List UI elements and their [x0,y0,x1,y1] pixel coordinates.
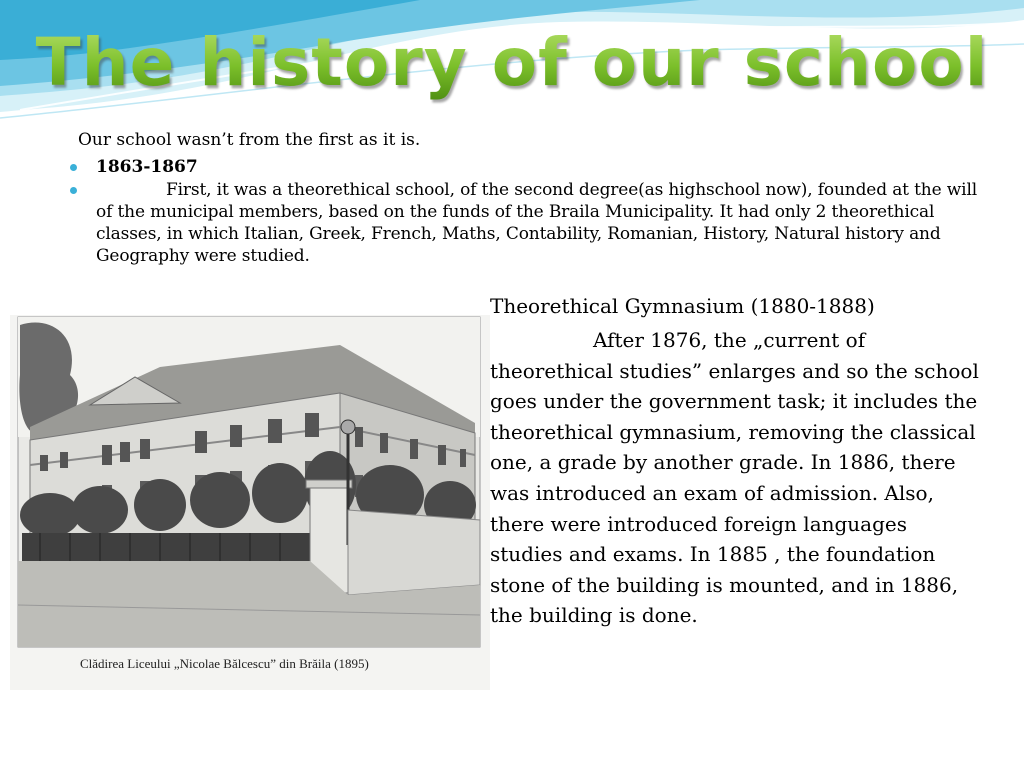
page-title: The history of our school [0,24,1024,101]
intro-text: Our school wasn’t from the first as it is. [78,130,421,150]
section-text [490,325,980,631]
section-heading: Theorethical Gymnasium (1880-1888) [490,294,875,318]
school-building-image [10,315,490,690]
photo-caption: Clădirea Liceului „Nicolae Bălcescu” din Brăila (1895) [80,656,369,671]
bullet-icon [70,164,77,171]
bullet-icon [70,187,77,194]
school-photo [10,315,490,690]
bullet-list [68,156,998,268]
section-body: After 1876, the „current of theorethical studies” enlarges and so the school goes under the government task; it includes the theorethical gymnasium, removing the classical one, a grade by another grade. In 1886, there was introduced an exam of admission. Also, there were introduced foreign languages studies and exams. In 1885 , the foundation stone of the building is mounted, and in 1886, the building is done. [490,328,979,628]
years-label: 1863-1867 [96,157,198,177]
list-item [68,179,998,267]
list-item [68,156,998,178]
history-paragraph: First, it was a theorethical school, of the second degree(as highschool now), founded at the will of the municipal members, based on the funds of the Braila Municipality. It had only 2 theorethical classes, in which Italian, Greek, French, Maths, Contability, Romanian, History, Natural history and Geography were studied. [96,180,978,266]
